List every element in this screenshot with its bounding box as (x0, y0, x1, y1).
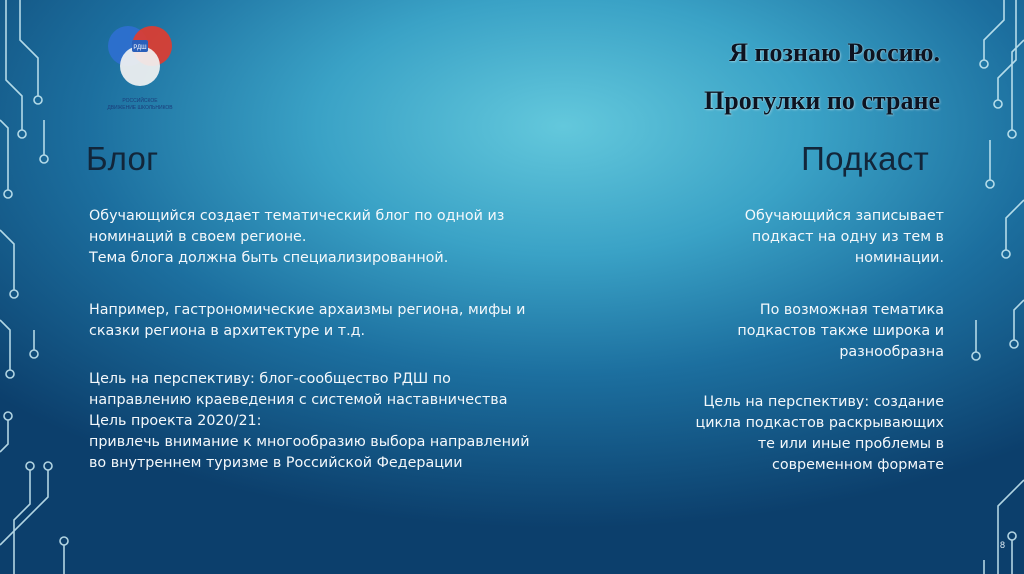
podcast-heading: Подкаст (801, 140, 929, 177)
text-line: подкаст на одну из тем в (751, 229, 944, 245)
text-line: По возможная тематика (759, 302, 944, 318)
circuit-decoration-left (0, 0, 90, 574)
blog-paragraph-3 (89, 369, 530, 474)
text-line: Тема блога должна быть специализированной. (89, 250, 449, 266)
text-line: подкастов также широка и (737, 323, 944, 339)
text-line: Цель на перспективу: блог-сообщество РДШ по (89, 371, 451, 387)
text-line: привлечь внимание к многообразию выбора направлений (89, 434, 530, 450)
text-line: Обучающийся создает тематический блог по одной из (89, 208, 505, 224)
text-line: направлению краеведения с системой наставничества (89, 392, 508, 408)
text-line: номинаций в своем регионе. (89, 229, 307, 245)
text-line: Обучающийся записывает (744, 208, 944, 224)
logo-badge-text: РДШ (133, 45, 147, 51)
blog-paragraph-2 (89, 300, 525, 342)
podcast-paragraph-3 (695, 392, 944, 476)
text-line: разнообразна (839, 344, 944, 360)
text-line: Например, гастрономические архаизмы региона, мифы и (89, 302, 526, 318)
text-line: сказки региона в архитектуре и т.д. (89, 323, 366, 339)
podcast-paragraph-1 (745, 206, 944, 269)
text-line: во внутреннем туризме в Российской Федерации (89, 455, 463, 471)
page-number: 8 (999, 540, 1005, 550)
blog-paragraph-1 (89, 206, 504, 269)
rdsh-logo (98, 22, 182, 114)
text-line: цикла подкастов раскрывающих (695, 415, 944, 431)
logo-text-line2: ДВИЖЕНИЕ ШКОЛЬНИКОВ (107, 105, 173, 111)
logo-emblem (98, 22, 182, 94)
circuit-decoration-right (954, 0, 1024, 574)
text-line: те или иные проблемы в (757, 436, 944, 452)
logo-text-line1: РОССИЙСКОЕ (122, 98, 158, 104)
text-line: номинации. (854, 250, 944, 266)
text-line: Цель проекта 2020/21: (89, 413, 262, 429)
podcast-paragraph-2 (737, 300, 944, 363)
text-line: Цель на перспективу: создание (703, 394, 944, 410)
text-line: современном формате (772, 457, 944, 473)
title-line1: Я познаю Россию. (729, 38, 940, 67)
title-line2: Прогулки по стране (704, 86, 940, 115)
blog-heading: Блог (86, 140, 159, 177)
